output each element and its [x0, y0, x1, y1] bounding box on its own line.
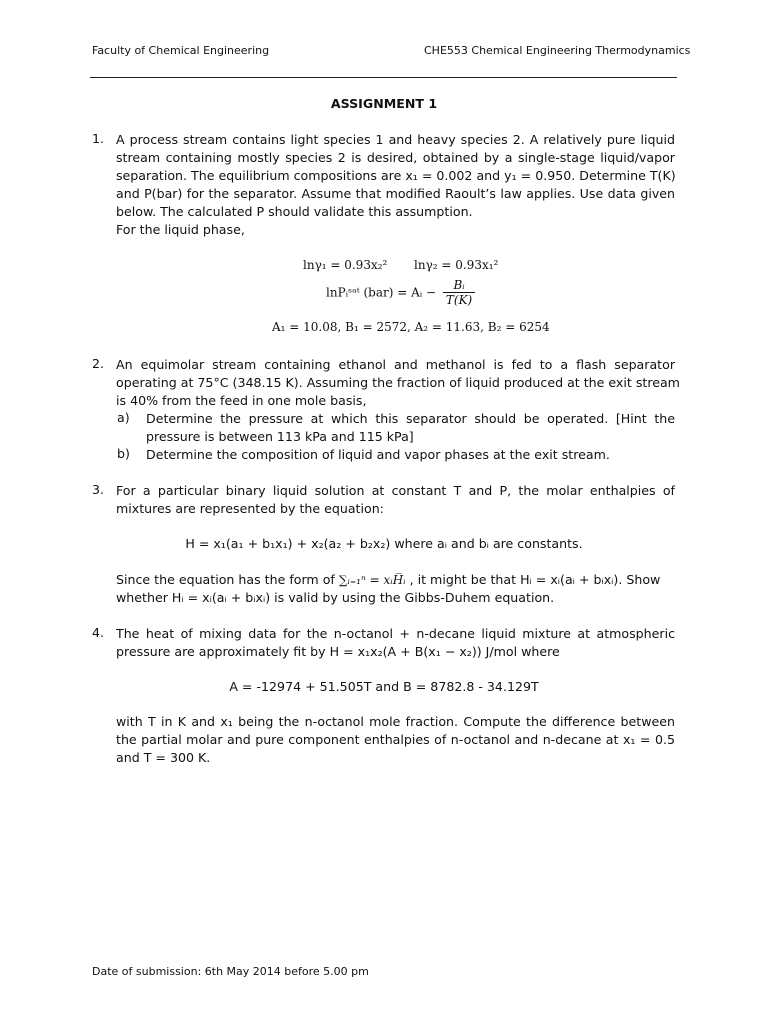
header-divider — [90, 77, 677, 78]
sub-item-label-a: a) — [117, 410, 130, 425]
question-2a-text — [146, 410, 675, 446]
question-number-3: 3. — [92, 482, 105, 497]
page-title: ASSIGNMENT 1 — [330, 96, 438, 111]
text-line: Determine the pressure at which this separator should be operated. [Hint the — [146, 411, 675, 426]
antoine-denominator: T(K) — [445, 293, 473, 307]
text-line: whether Hᵢ = xᵢ(aᵢ + bᵢxᵢ) is valid by using the Gibbs-Duhem equation. — [116, 590, 555, 605]
antoine-numerator: Bᵢ — [443, 278, 475, 293]
text-line: For a particular binary liquid solution at constant T and P, the molar enthalpies of — [116, 483, 675, 498]
text-line: stream containing mostly species 2 is desired, obtained by a single-stage liquid/vapor — [116, 150, 675, 165]
text-line: and T = 300 K. — [116, 750, 211, 765]
text-line: operating at 75°C (348.15 K). Assuming the fraction of liquid produced at the exit stream — [116, 375, 680, 390]
submission-date: Date of submission: 6th May 2014 before 5.00 pm — [92, 965, 369, 978]
summation-expression: ∑ᵢ₌₁ⁿ = xᵢH̅ᵢ — [338, 573, 406, 587]
liquid-phase-label: For the liquid phase, — [116, 222, 245, 237]
text-line: is 40% from the feed in one mole basis, — [116, 393, 367, 408]
question-3-text — [116, 482, 675, 518]
question-4-text — [116, 625, 675, 661]
heat-of-mixing-constants: A = -12974 + 51.505T and B = 8782.8 - 34.129T — [229, 679, 539, 694]
question-2b-text — [146, 446, 675, 464]
text-line: Determine the composition of liquid and vapor phases at the exit stream. — [146, 447, 610, 462]
question-3-since — [116, 571, 675, 607]
antoine-lhs: lnPᵢˢᵃᵗ (bar) = Aᵢ − — [326, 285, 437, 300]
text-line: pressure are approximately fit by H = x₁x₂(A + B(x₁ − x₂)) J/mol where — [116, 644, 560, 659]
header-faculty: Faculty of Chemical Engineering — [92, 44, 270, 57]
text-line — [116, 571, 675, 589]
text-line: pressure is between 113 kPa and 115 kPa] — [146, 429, 414, 444]
text-line: A process stream contains light species 1 and heavy species 2. A relatively pure liquid — [116, 132, 675, 147]
activity-coefficient-eq-1: lnγ₁ = 0.93x₂² — [303, 258, 388, 272]
text-line: the partial molar and pure component enthalpies of n-octanol and n-decane at x₁ = 0.5 — [116, 732, 675, 747]
text-line: The heat of mixing data for the n-octanol + n-decane liquid mixture at atmospheric — [116, 626, 675, 641]
text-line: with T in K and x₁ being the n-octanol mole fraction. Compute the difference between — [116, 714, 675, 729]
question-number-1: 1. — [92, 131, 105, 146]
text-line: An equimolar stream containing ethanol and methanol is fed to a flash separator — [116, 357, 675, 372]
since-post: , it might be that Hᵢ = xᵢ(aᵢ + bᵢxᵢ). Show — [409, 572, 661, 587]
question-number-2: 2. — [92, 356, 105, 371]
question-2-text — [116, 356, 680, 410]
antoine-fraction — [443, 278, 475, 307]
question-4-continuation — [116, 713, 675, 767]
text-line: below. The calculated P should validate this assumption. — [116, 204, 473, 219]
sub-item-label-b: b) — [117, 446, 130, 461]
text-line: mixtures are represented by the equation: — [116, 501, 384, 516]
header-course: CHE553 Chemical Engineering Thermodynamics — [424, 44, 691, 57]
question-number-4: 4. — [92, 625, 105, 640]
antoine-constants: A₁ = 10.08, B₁ = 2572, A₂ = 11.63, B₂ = 6254 — [272, 320, 550, 334]
question-1-text — [116, 131, 675, 239]
text-line: and P(bar) for the separator. Assume that modified Raoult’s law applies. Use data given — [116, 186, 675, 201]
since-pre: Since the equation has the form of — [116, 572, 335, 587]
activity-coefficient-eq-2: lnγ₂ = 0.93x₁² — [414, 258, 499, 272]
text-line: separation. The equilibrium compositions are x₁ = 0.002 and y₁ = 0.950. Determine T(K) — [116, 168, 676, 183]
enthalpy-equation: H = x₁(a₁ + b₁x₁) + x₂(a₂ + b₂x₂) where aᵢ and bᵢ are constants. — [185, 536, 583, 551]
antoine-equation — [326, 278, 478, 307]
